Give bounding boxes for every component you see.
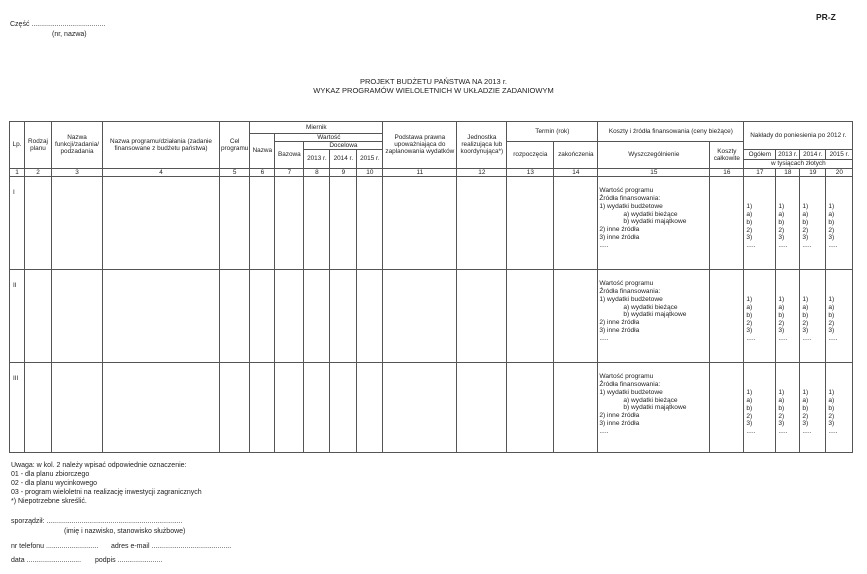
program-block-row (10, 176, 853, 269)
col-number: 12 (457, 168, 507, 176)
block-empty-cell (507, 362, 554, 452)
h-docelowa: Docelowa (304, 142, 383, 150)
block-line: ..... (599, 242, 609, 250)
block-marks (744, 269, 776, 362)
block-empty-cell (383, 362, 457, 452)
programs-table (9, 121, 853, 453)
col-number: 2 (25, 168, 52, 176)
block-empty-cell (220, 362, 250, 452)
block-marks (744, 362, 776, 452)
block-mark: a) (778, 396, 785, 404)
block-mark: 3) (778, 327, 785, 335)
h-ogolem: Ogółem (744, 150, 776, 160)
h-2013: 2013 r. (304, 150, 330, 168)
block-mark: a) (778, 210, 785, 218)
block-empty-cell (357, 176, 383, 269)
block-marks (800, 269, 826, 362)
h-podstawa: Podstawa prawna upoważniająca do zaplanowania wydatków (383, 122, 457, 169)
block-mark: 3) (802, 327, 809, 335)
h-tys: w tysiącach złotych (744, 160, 853, 168)
block-empty-cell (304, 176, 330, 269)
block-mark: 3) (828, 234, 835, 242)
block-empty-cell (103, 362, 220, 452)
footer-option-03: 03 - program wieloletni na realizację inwestycji zagranicznych (11, 489, 202, 496)
block-empty-cell (275, 362, 304, 452)
col-number: 3 (52, 168, 103, 176)
block-empty-cell (507, 176, 554, 269)
block-mark: 3) (828, 327, 835, 335)
block-empty-cell (250, 176, 275, 269)
block-empty-cell (383, 176, 457, 269)
block-empty-cell (52, 269, 103, 362)
block-mark: ..... (828, 335, 838, 343)
block-mark: 3) (778, 234, 785, 242)
title-line-1: PROJEKT BUDŻETU PAŃSTWA NA 2013 r. (360, 77, 507, 86)
block-empty-cell (554, 176, 598, 269)
block-mark: b) (802, 311, 809, 319)
block-marks (776, 269, 800, 362)
h-cel: Cel programu (220, 122, 250, 169)
block-mark: 2) (828, 412, 835, 420)
h-2014: 2014 r. (330, 150, 357, 168)
block-line: 1) wydatki budżetowe (599, 295, 663, 303)
block-mark: a) (828, 396, 835, 404)
col-number: 1 (10, 168, 25, 176)
block-mark: 1) (828, 388, 835, 396)
czesc-field: Część ...................................... (10, 21, 106, 28)
block-mark: ..... (828, 242, 838, 250)
block-line: b) wydatki majątkowe (623, 311, 687, 319)
block-mark: ..... (802, 242, 812, 250)
h-wartosc: Wartość (275, 134, 383, 142)
block-line: Wartość programu (599, 186, 654, 194)
block-mark: ..... (802, 335, 812, 343)
block-mark: 1) (828, 202, 835, 210)
h-bazowa: Bazowa (275, 142, 304, 168)
block-wyszczegolnienie (598, 176, 710, 269)
block-line: Źródła finansowania: (599, 287, 661, 295)
block-mark: b) (802, 218, 809, 226)
block-mark: a) (802, 303, 809, 311)
block-empty-cell (275, 176, 304, 269)
block-mark: 2) (828, 226, 835, 234)
block-empty-cell (220, 176, 250, 269)
block-mark: 1) (802, 202, 809, 210)
block-empty-cell (25, 176, 52, 269)
form-code: PR-Z (816, 12, 836, 22)
email-field: adres e-mail ......................................... (111, 543, 232, 550)
h-rodzaj: Rodzaj planu (25, 122, 52, 169)
col-number: 4 (103, 168, 220, 176)
h-n2014: 2014 r. (800, 150, 826, 160)
h-jednostka: Jednostka realizująca lub koordynująca*) (457, 122, 507, 169)
block-line: ..... (599, 335, 609, 343)
h-n2013: 2013 r. (776, 150, 800, 160)
block-mark: a) (802, 210, 809, 218)
block-mark: 3) (746, 327, 753, 335)
block-line: 3) inne źródła (599, 420, 640, 428)
block-mark: b) (746, 404, 753, 412)
program-block-row (10, 269, 853, 362)
block-line: b) wydatki majątkowe (623, 404, 687, 412)
block-mark: 1) (828, 295, 835, 303)
block-empty-cell (25, 362, 52, 452)
block-mark: 3) (802, 420, 809, 428)
block-empty-cell (710, 269, 744, 362)
block-mark: ..... (778, 428, 788, 436)
col-number: 7 (275, 168, 304, 176)
block-mark: 2) (746, 412, 753, 420)
block-empty-cell (330, 362, 357, 452)
col-number: 20 (826, 168, 853, 176)
block-mark: ..... (778, 335, 788, 343)
block-mark: b) (802, 404, 809, 412)
h-zakonczenia: zakończenia (554, 142, 598, 168)
block-mark: 2) (746, 226, 753, 234)
block-mark: a) (746, 396, 753, 404)
col-number: 16 (710, 168, 744, 176)
block-marks (800, 362, 826, 452)
block-line: 2) inne źródła (599, 412, 640, 420)
col-number: 10 (357, 168, 383, 176)
block-empty-cell (52, 176, 103, 269)
column-number-row (10, 168, 853, 176)
block-empty-cell (357, 362, 383, 452)
block-mark: 2) (828, 319, 835, 327)
block-mark: 1) (746, 388, 753, 396)
block-empty-cell (250, 269, 275, 362)
block-mark: a) (802, 396, 809, 404)
block-empty-cell (457, 176, 507, 269)
block-mark: 3) (802, 234, 809, 242)
block-empty-cell (507, 269, 554, 362)
footer-uwaga: Uwaga: w kol. 2 należy wpisać odpowiednie oznaczenie: (11, 462, 187, 469)
block-mark: ..... (746, 335, 756, 343)
col-number: 13 (507, 168, 554, 176)
block-mark: 3) (746, 234, 753, 242)
block-empty-cell (250, 362, 275, 452)
block-line: b) wydatki majątkowe (623, 218, 687, 226)
sporzadzil-field: sporządził: ...................................................................... (11, 518, 183, 525)
block-empty-cell (457, 269, 507, 362)
h-2015: 2015 r. (357, 150, 383, 168)
block-wyszczegolnienie (598, 269, 710, 362)
block-mark: b) (828, 311, 835, 319)
block-empty-cell (103, 269, 220, 362)
block-mark: a) (746, 303, 753, 311)
block-empty-cell (710, 176, 744, 269)
block-empty-cell (710, 362, 744, 452)
h-naklady: Nakłady do poniesienia po 2012 r. (744, 122, 853, 150)
block-mark: 1) (802, 388, 809, 396)
h-wyszczegolnienie: Wyszczególnienie (598, 142, 710, 168)
block-mark: b) (778, 218, 785, 226)
block-mark: 3) (778, 420, 785, 428)
block-marks (800, 176, 826, 269)
block-marks (826, 269, 853, 362)
h-koszty: Koszty i źródła finansowania (ceny bieżące) (598, 122, 744, 142)
block-line: Wartość programu (599, 372, 654, 380)
block-lp: I (10, 176, 25, 269)
footer-footnote: *) Niepotrzebne skreślić. (11, 498, 87, 505)
block-empty-cell (220, 269, 250, 362)
block-mark: 1) (778, 295, 785, 303)
block-marks (744, 176, 776, 269)
program-block-row (10, 362, 853, 452)
imie-hint: (imię i nazwisko, stanowisko służbowe) (64, 528, 186, 535)
block-lp: II (10, 269, 25, 362)
footer-option-01: 01 - dla planu zbiorczego (11, 471, 90, 478)
h-miernik: Miernik (250, 122, 383, 134)
block-mark: b) (778, 311, 785, 319)
podpis-field: podpis ....................... (95, 557, 163, 564)
block-mark: ..... (746, 242, 756, 250)
footer-option-02: 02 - dla planu wycinkowego (11, 480, 97, 487)
block-mark: ..... (746, 428, 756, 436)
block-empty-cell (554, 362, 598, 452)
block-mark: 3) (828, 420, 835, 428)
block-mark: b) (778, 404, 785, 412)
col-number: 11 (383, 168, 457, 176)
col-number: 5 (220, 168, 250, 176)
col-number: 17 (744, 168, 776, 176)
block-mark: 1) (778, 388, 785, 396)
block-lp: III (10, 362, 25, 452)
nr-nazwa-hint: (nr, nazwa) (52, 31, 87, 38)
h-lp: Lp. (10, 122, 25, 169)
block-mark: b) (746, 311, 753, 319)
block-line: a) wydatki bieżące (623, 396, 678, 404)
block-mark: b) (828, 218, 835, 226)
block-mark: 2) (778, 319, 785, 327)
col-number: 18 (776, 168, 800, 176)
h-rozpoczecia: rozpoczęcia (507, 142, 554, 168)
block-empty-cell (275, 269, 304, 362)
block-line: Źródła finansowania: (599, 380, 661, 388)
block-line: 3) inne źródła (599, 234, 640, 242)
data-field: data ............................ (11, 557, 82, 564)
block-mark: 2) (746, 319, 753, 327)
block-line: 2) inne źródła (599, 319, 640, 327)
block-line: a) wydatki bieżące (623, 303, 678, 311)
block-mark: ..... (828, 428, 838, 436)
block-mark: 2) (778, 226, 785, 234)
block-mark: b) (746, 218, 753, 226)
block-mark: a) (778, 303, 785, 311)
block-mark: 2) (802, 412, 809, 420)
col-number: 9 (330, 168, 357, 176)
block-line: 2) inne źródła (599, 226, 640, 234)
h-termin: Termin (rok) (507, 122, 598, 142)
block-empty-cell (304, 269, 330, 362)
block-line: Źródła finansowania: (599, 194, 661, 202)
block-mark: 1) (746, 202, 753, 210)
block-empty-cell (357, 269, 383, 362)
block-wyszczegolnienie (598, 362, 710, 452)
block-line: 3) inne źródła (599, 327, 640, 335)
block-line: Wartość programu (599, 279, 654, 287)
block-line: ..... (599, 428, 609, 436)
col-number: 19 (800, 168, 826, 176)
h-koszty-calkowite: Koszty całkowite (710, 142, 744, 168)
block-mark: a) (828, 210, 835, 218)
col-number: 8 (304, 168, 330, 176)
block-empty-cell (304, 362, 330, 452)
block-marks (826, 176, 853, 269)
block-empty-cell (554, 269, 598, 362)
block-mark: a) (746, 210, 753, 218)
block-empty-cell (330, 176, 357, 269)
h-miernik-nazwa: Nazwa (250, 134, 275, 169)
block-marks (776, 176, 800, 269)
block-mark: a) (828, 303, 835, 311)
block-mark: b) (828, 404, 835, 412)
col-number: 14 (554, 168, 598, 176)
block-mark: 3) (746, 420, 753, 428)
block-line: a) wydatki bieżące (623, 210, 678, 218)
block-empty-cell (52, 362, 103, 452)
block-mark: 1) (802, 295, 809, 303)
block-line: 1) wydatki budżetowe (599, 388, 663, 396)
block-empty-cell (103, 176, 220, 269)
block-empty-cell (330, 269, 357, 362)
block-line: 1) wydatki budżetowe (599, 202, 663, 210)
block-empty-cell (383, 269, 457, 362)
block-mark: 1) (778, 202, 785, 210)
block-mark: ..... (802, 428, 812, 436)
telefon-field: nr telefonu ........................... (11, 543, 99, 550)
col-number: 6 (250, 168, 275, 176)
h-n2015: 2015 r. (826, 150, 853, 160)
block-marks (826, 362, 853, 452)
block-marks (776, 362, 800, 452)
col-number: 15 (598, 168, 710, 176)
block-mark: 2) (802, 319, 809, 327)
h-nazwa-funkcji: Nazwa funkcji/zadania/ podzadania (52, 122, 103, 169)
h-nazwa-programu: Nazwa programu/działania (zadanie finansowane z budżetu państwa) (103, 122, 220, 169)
title-line-2: WYKAZ PROGRAMÓW WIELOLETNICH W UKŁADZIE ZADANIOWYM (313, 86, 554, 95)
block-mark: 2) (802, 226, 809, 234)
block-mark: 1) (746, 295, 753, 303)
block-empty-cell (457, 362, 507, 452)
block-empty-cell (25, 269, 52, 362)
block-mark: 2) (778, 412, 785, 420)
block-mark: ..... (778, 242, 788, 250)
